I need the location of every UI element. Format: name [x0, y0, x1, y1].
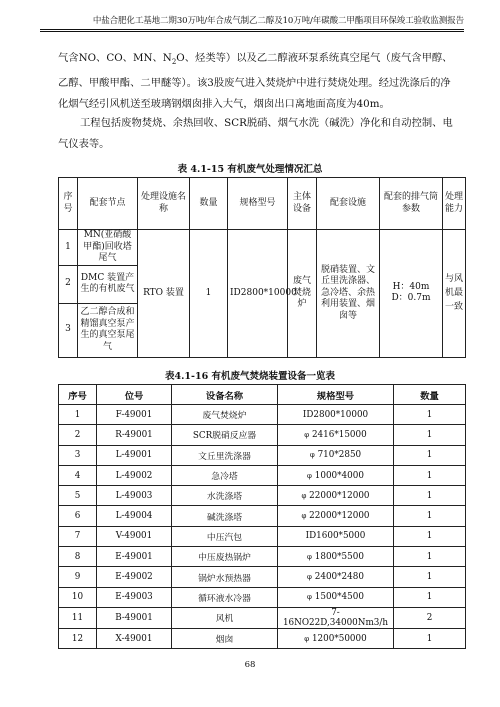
- equipment-name-cell: 中压汽包: [172, 526, 278, 546]
- page-header: 中盐合肥化工基地二期30万吨/年合成气制乙二醇及10万吨/年碳酸二甲酯项目环保竣工验收监测报告: [40, 14, 464, 30]
- spec-value: 2400*2480: [314, 572, 364, 583]
- header-cell: 位号: [97, 385, 172, 405]
- stack-diameter: D：0.7m: [391, 293, 431, 304]
- node-cell: 乙二醇合成和精馏真空泵产生的真空泵尾气: [78, 303, 138, 357]
- row-number: 10: [59, 587, 97, 607]
- spec-value: 710*2850: [317, 450, 362, 461]
- paragraph-text: O、烃类等）以及乙二醇液环泵系统真空尾气（废气含甲醇、乙醇、甲酸甲酯、二甲醚等）。该3股废气进入焚烧炉中进行焚烧处理。经过洗涤后的净化烟气经引风机送至玻璃钢烟囱排入大气，烟囱出口离地面高度为40m。: [58, 52, 453, 111]
- header-cell: 数量: [394, 385, 466, 405]
- row-number: 6: [59, 506, 97, 526]
- spec-cell: ID1600*5000: [278, 526, 394, 546]
- spec-cell: [278, 587, 394, 607]
- spec-value: 1000*4000: [314, 470, 364, 481]
- node-cell: DMC 装置产生的有机废气: [78, 265, 138, 303]
- spec-cell: [278, 465, 394, 485]
- tag-cell: L-49002: [97, 465, 172, 485]
- quantity-cell: 1: [394, 506, 466, 526]
- supporting-facilities-cell: 脱硝装置、文丘里洗涤器、急冷塔、余热利用装置、烟囱等: [317, 230, 380, 358]
- spec-value: 1500*4500: [314, 592, 364, 603]
- capacity-cell: 与风机最一致: [443, 230, 466, 358]
- tag-cell: E-49003: [97, 587, 172, 607]
- diameter-symbol: φ: [304, 634, 310, 643]
- spec-cell: [278, 425, 394, 445]
- spec-value: 22000*12000: [309, 490, 370, 501]
- spec-cell: ID2800*10000: [228, 230, 288, 358]
- row-number: 9: [59, 567, 97, 587]
- equipment-name-cell: 烟囱: [172, 628, 278, 648]
- page-number: 68: [244, 660, 256, 670]
- equipment-name-cell: 锅炉水预热器: [172, 567, 278, 587]
- stack-params-cell: [380, 230, 443, 358]
- tag-cell: R-49001: [97, 425, 172, 445]
- equipment-name-cell: SCR脱硝反应器: [172, 425, 278, 445]
- equipment-name-cell: 水洗涤塔: [172, 486, 278, 506]
- row-number: 1: [59, 405, 97, 425]
- table-row: [59, 628, 466, 648]
- equipment-name-cell: 中压废热锅炉: [172, 547, 278, 567]
- row-number: 3: [59, 445, 97, 465]
- header-cell: 处理设施名称: [138, 178, 190, 230]
- row-number: 7: [59, 526, 97, 546]
- row-number: 12: [59, 628, 97, 648]
- row-number: 8: [59, 547, 97, 567]
- quantity-cell: 1: [394, 425, 466, 445]
- table2-caption: 表4.1-16 有机废气焚烧装置设备一览表: [165, 371, 335, 382]
- spec-cell: [278, 547, 394, 567]
- quantity-cell: 1: [394, 405, 466, 425]
- quantity-cell: 1: [394, 587, 466, 607]
- paragraph-project-scope: 工程包括废物焚烧、余热回收、SCR脱硝、烟气水洗（碱洗）净化和自动控制、电气仪表等。: [58, 117, 453, 150]
- main-equipment-cell: 废气焚烧炉: [288, 230, 317, 358]
- table-row: [59, 567, 466, 587]
- diameter-symbol: φ: [307, 573, 312, 582]
- spec-value: 2416*15000: [311, 429, 367, 440]
- header-cell: 配套的排气筒参数: [380, 178, 443, 230]
- row-number: 5: [59, 486, 97, 506]
- row-number: 11: [59, 607, 97, 628]
- header-cell: 配套节点: [78, 178, 138, 230]
- incinerator-equipment-table: [58, 384, 466, 649]
- table1-caption: 表 4.1-15 有机废气处理情况汇总: [177, 164, 323, 175]
- table-row: [59, 506, 466, 526]
- diameter-symbol: φ: [307, 552, 312, 561]
- header-cell: 规格型号: [228, 178, 288, 230]
- header-cell: 序号: [59, 385, 97, 405]
- spec-cell: ID2800*10000: [278, 405, 394, 425]
- spec-cell: [278, 567, 394, 587]
- node-cell: MN(亚硝酸甲酯)回收塔尾气: [78, 230, 138, 266]
- table-row: [59, 425, 466, 445]
- quantity-cell: 2: [394, 607, 466, 628]
- equipment-name-cell: 废气焚烧炉: [172, 405, 278, 425]
- quantity-cell: 1: [190, 230, 228, 358]
- header-cell: 配套设施: [317, 178, 380, 230]
- paragraph-text: 气含NO、CO、MN、N: [58, 52, 172, 64]
- table-row: [59, 465, 466, 485]
- quantity-cell: 1: [394, 567, 466, 587]
- facility-cell: RTO 装置: [138, 230, 190, 358]
- table-row: [59, 547, 466, 567]
- equipment-name-cell: 急冷塔: [172, 465, 278, 485]
- diameter-symbol: φ: [301, 512, 307, 521]
- table-row: [59, 587, 466, 607]
- paragraph-exhaust-description: [58, 48, 460, 115]
- header-cell: 设备名称: [172, 385, 278, 405]
- diameter-symbol: φ: [301, 491, 307, 500]
- equipment-name-cell: 碱洗涤塔: [172, 506, 278, 526]
- equipment-name-cell: 循环液水冷器: [172, 587, 278, 607]
- spec-cell: [278, 486, 394, 506]
- tag-cell: L-49001: [97, 445, 172, 465]
- diameter-symbol: φ: [309, 451, 315, 460]
- subscript: 2: [171, 58, 177, 67]
- header-cell: 规格型号: [278, 385, 394, 405]
- spec-cell: [278, 506, 394, 526]
- tag-cell: E-49002: [97, 567, 172, 587]
- spec-cell: [278, 628, 394, 648]
- diameter-symbol: φ: [304, 430, 310, 439]
- row-number: 3: [59, 303, 78, 357]
- header-cell: 数量: [190, 178, 228, 230]
- quantity-cell: 1: [394, 547, 466, 567]
- quantity-cell: 1: [394, 465, 466, 485]
- table-row: [59, 405, 466, 425]
- header-cell: 序号: [59, 178, 78, 230]
- table-body: [59, 405, 466, 649]
- table-row: [59, 445, 466, 465]
- row-number: 2: [59, 425, 97, 445]
- header-cell: 主体设备: [288, 178, 317, 230]
- diameter-symbol: φ: [307, 471, 312, 480]
- spec-value: 22000*12000: [309, 511, 370, 522]
- spec-cell: 7-16NO22D,34000Nm3/h: [278, 607, 394, 628]
- organic-exhaust-summary-table: [58, 177, 466, 358]
- table-header-row: [59, 178, 466, 230]
- tag-cell: L-49004: [97, 506, 172, 526]
- quantity-cell: 1: [394, 445, 466, 465]
- table-row: [59, 230, 466, 266]
- row-number: 4: [59, 465, 97, 485]
- spec-value: 1800*5500: [314, 551, 364, 562]
- spec-value: 1200*50000: [311, 633, 367, 644]
- tag-cell: B-49001: [97, 607, 172, 628]
- tag-cell: F-49001: [97, 405, 172, 425]
- tag-cell: V-49001: [97, 526, 172, 546]
- row-number: 2: [59, 265, 78, 303]
- header-cell: 处理能力: [443, 178, 466, 230]
- equipment-name-cell: 文丘里洗涤器: [172, 445, 278, 465]
- table-row: [59, 526, 466, 546]
- quantity-cell: 1: [394, 526, 466, 546]
- tag-cell: X-49001: [97, 628, 172, 648]
- quantity-cell: 1: [394, 628, 466, 648]
- quantity-cell: 1: [394, 486, 466, 506]
- tag-cell: L-49003: [97, 486, 172, 506]
- table-row: [59, 486, 466, 506]
- table-header-row: [59, 385, 466, 405]
- equipment-name-cell: 风机: [172, 607, 278, 628]
- diameter-symbol: φ: [307, 593, 312, 602]
- row-number: 1: [59, 230, 78, 266]
- stack-height: H：40m: [392, 281, 430, 292]
- table-row: [59, 607, 466, 628]
- spec-cell: [278, 445, 394, 465]
- tag-cell: E-49001: [97, 547, 172, 567]
